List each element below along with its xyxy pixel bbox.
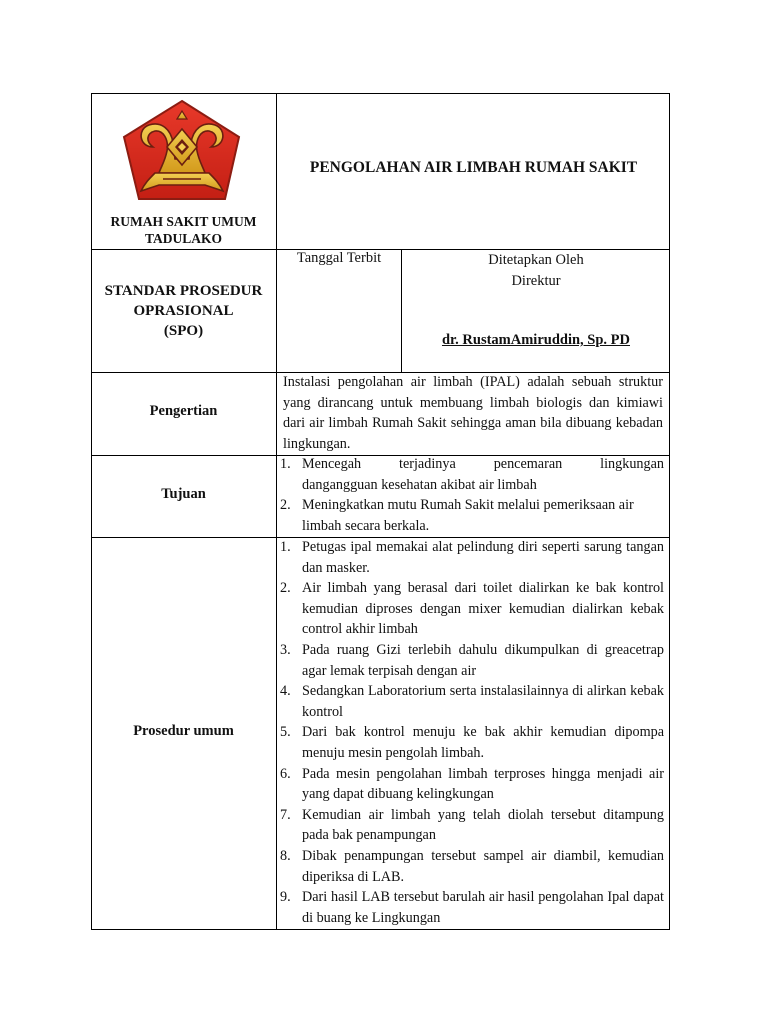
pengertian-label: Pengertian [149,403,218,419]
list-item-text: Meningkatkan mutu Rumah Sakit melalui pemeriksaan air [302,497,634,514]
director-name: dr. RustamAmiruddin, Sp. PD [441,332,630,348]
ditetapkan-oleh-label: Ditetapkan Oleh [488,252,584,268]
list-item-text: dangangguan kesehatan akibat air limbah [302,476,537,493]
prosedur-list [280,537,664,928]
list-item [280,805,664,846]
document-type-line2: OPRASIONAL [133,303,234,319]
ditetapkan-oleh [402,250,670,292]
document-type-line3: (SPO) [163,323,204,339]
list-item [280,887,664,928]
list-item-text: Petugas ipal memakai alat pelindung diri seperti sarung tangan dan masker. [302,539,664,576]
list-item [280,537,664,578]
jabatan-label: Direktur [511,273,561,289]
list-item-text: limbah secara berkala. [302,517,430,534]
hospital-name [91,213,276,247]
list-item-text: Air limbah yang berasal dari toilet dialirkan ke bak kontrol kemudian diproses dengan mixer kemudian dialirkan kebak control akhir limbah [302,580,664,638]
pengertian-text: Instalasi pengolahan air limbah (IPAL) adalah sebuah struktur yang dirancang untuk membuang limbah biologis dan kimiawi dari air limbah Rumah Sakit sehingga aman bila dibuang kebadan lingkungan. [283,374,663,452]
list-item-number: 3. [280,641,291,658]
list-item-text: Dibak penampungan tersebut sampel air diambil, kemudian diperiksa di LAB. [302,847,664,885]
logo-cell [91,93,276,249]
list-item [280,722,664,763]
document-type [91,281,276,341]
list-item-number: 7. [280,806,291,823]
list-item [280,846,664,887]
hospital-name-line1: RUMAH SAKIT UMUM [110,214,257,229]
hospital-name-line2: TADULAKO [144,231,222,246]
prosedur-umum-label: Prosedur umum [133,723,234,739]
list-item-number: 9. [280,889,291,906]
list-item-text: Pada mesin pengolahan limbah terproses hingga menjadi air yang dapat dibuang kelingkungan [302,765,664,803]
hospital-logo [119,99,245,203]
list-item-number: 1. [280,456,291,472]
list-item-text: Dari bak kontrol menuju ke bak akhir kemudian dipompa menuju mesin pengolah limbah. [302,724,664,761]
document-title: PENGOLAHAN AIR LIMBAH RUMAH SAKIT [309,159,638,176]
list-item [280,681,664,722]
list-item-text: Kemudian air limbah yang telah diolah tersebut ditampung pada bak penampungan [302,806,664,844]
list-item-text: Sedangkan Laboratorium serta instalasilainnya di alirkan kebak kontrol [302,683,664,720]
spo-document [91,93,670,930]
table-border-right [669,93,670,930]
list-item [280,578,664,640]
list-item [280,454,664,495]
list-item-number: 5. [280,724,291,741]
list-item-text: Pada ruang Gizi terlebih dahulu dikumpulkan di greacetrap agar lemak terpisah dengan air [302,641,664,679]
list-item-text: Dari hasil LAB tersebut barulah air hasil pengolahan Ipal dapat di buang ke Lingkungan [302,889,664,926]
list-item-number: 6. [280,765,291,782]
list-item [280,640,664,681]
list-item [280,764,664,805]
list-item [280,495,664,536]
tanggal-terbit-label: Tanggal Terbit [296,250,382,266]
list-item-number: 2. [280,580,291,597]
list-item-number: 4. [280,683,291,700]
tujuan-label: Tujuan [161,486,206,502]
document-type-line1: STANDAR PROSEDUR [104,283,263,299]
tujuan-list [280,454,664,536]
list-item-number: 1. [280,539,291,555]
list-item-number: 8. [280,847,291,864]
table-border-bottom [91,929,670,930]
list-item-text: Mencegah terjadinya pencemaran lingkungan [302,456,664,472]
list-item-number: 2. [280,497,291,514]
table-divider [276,93,277,930]
